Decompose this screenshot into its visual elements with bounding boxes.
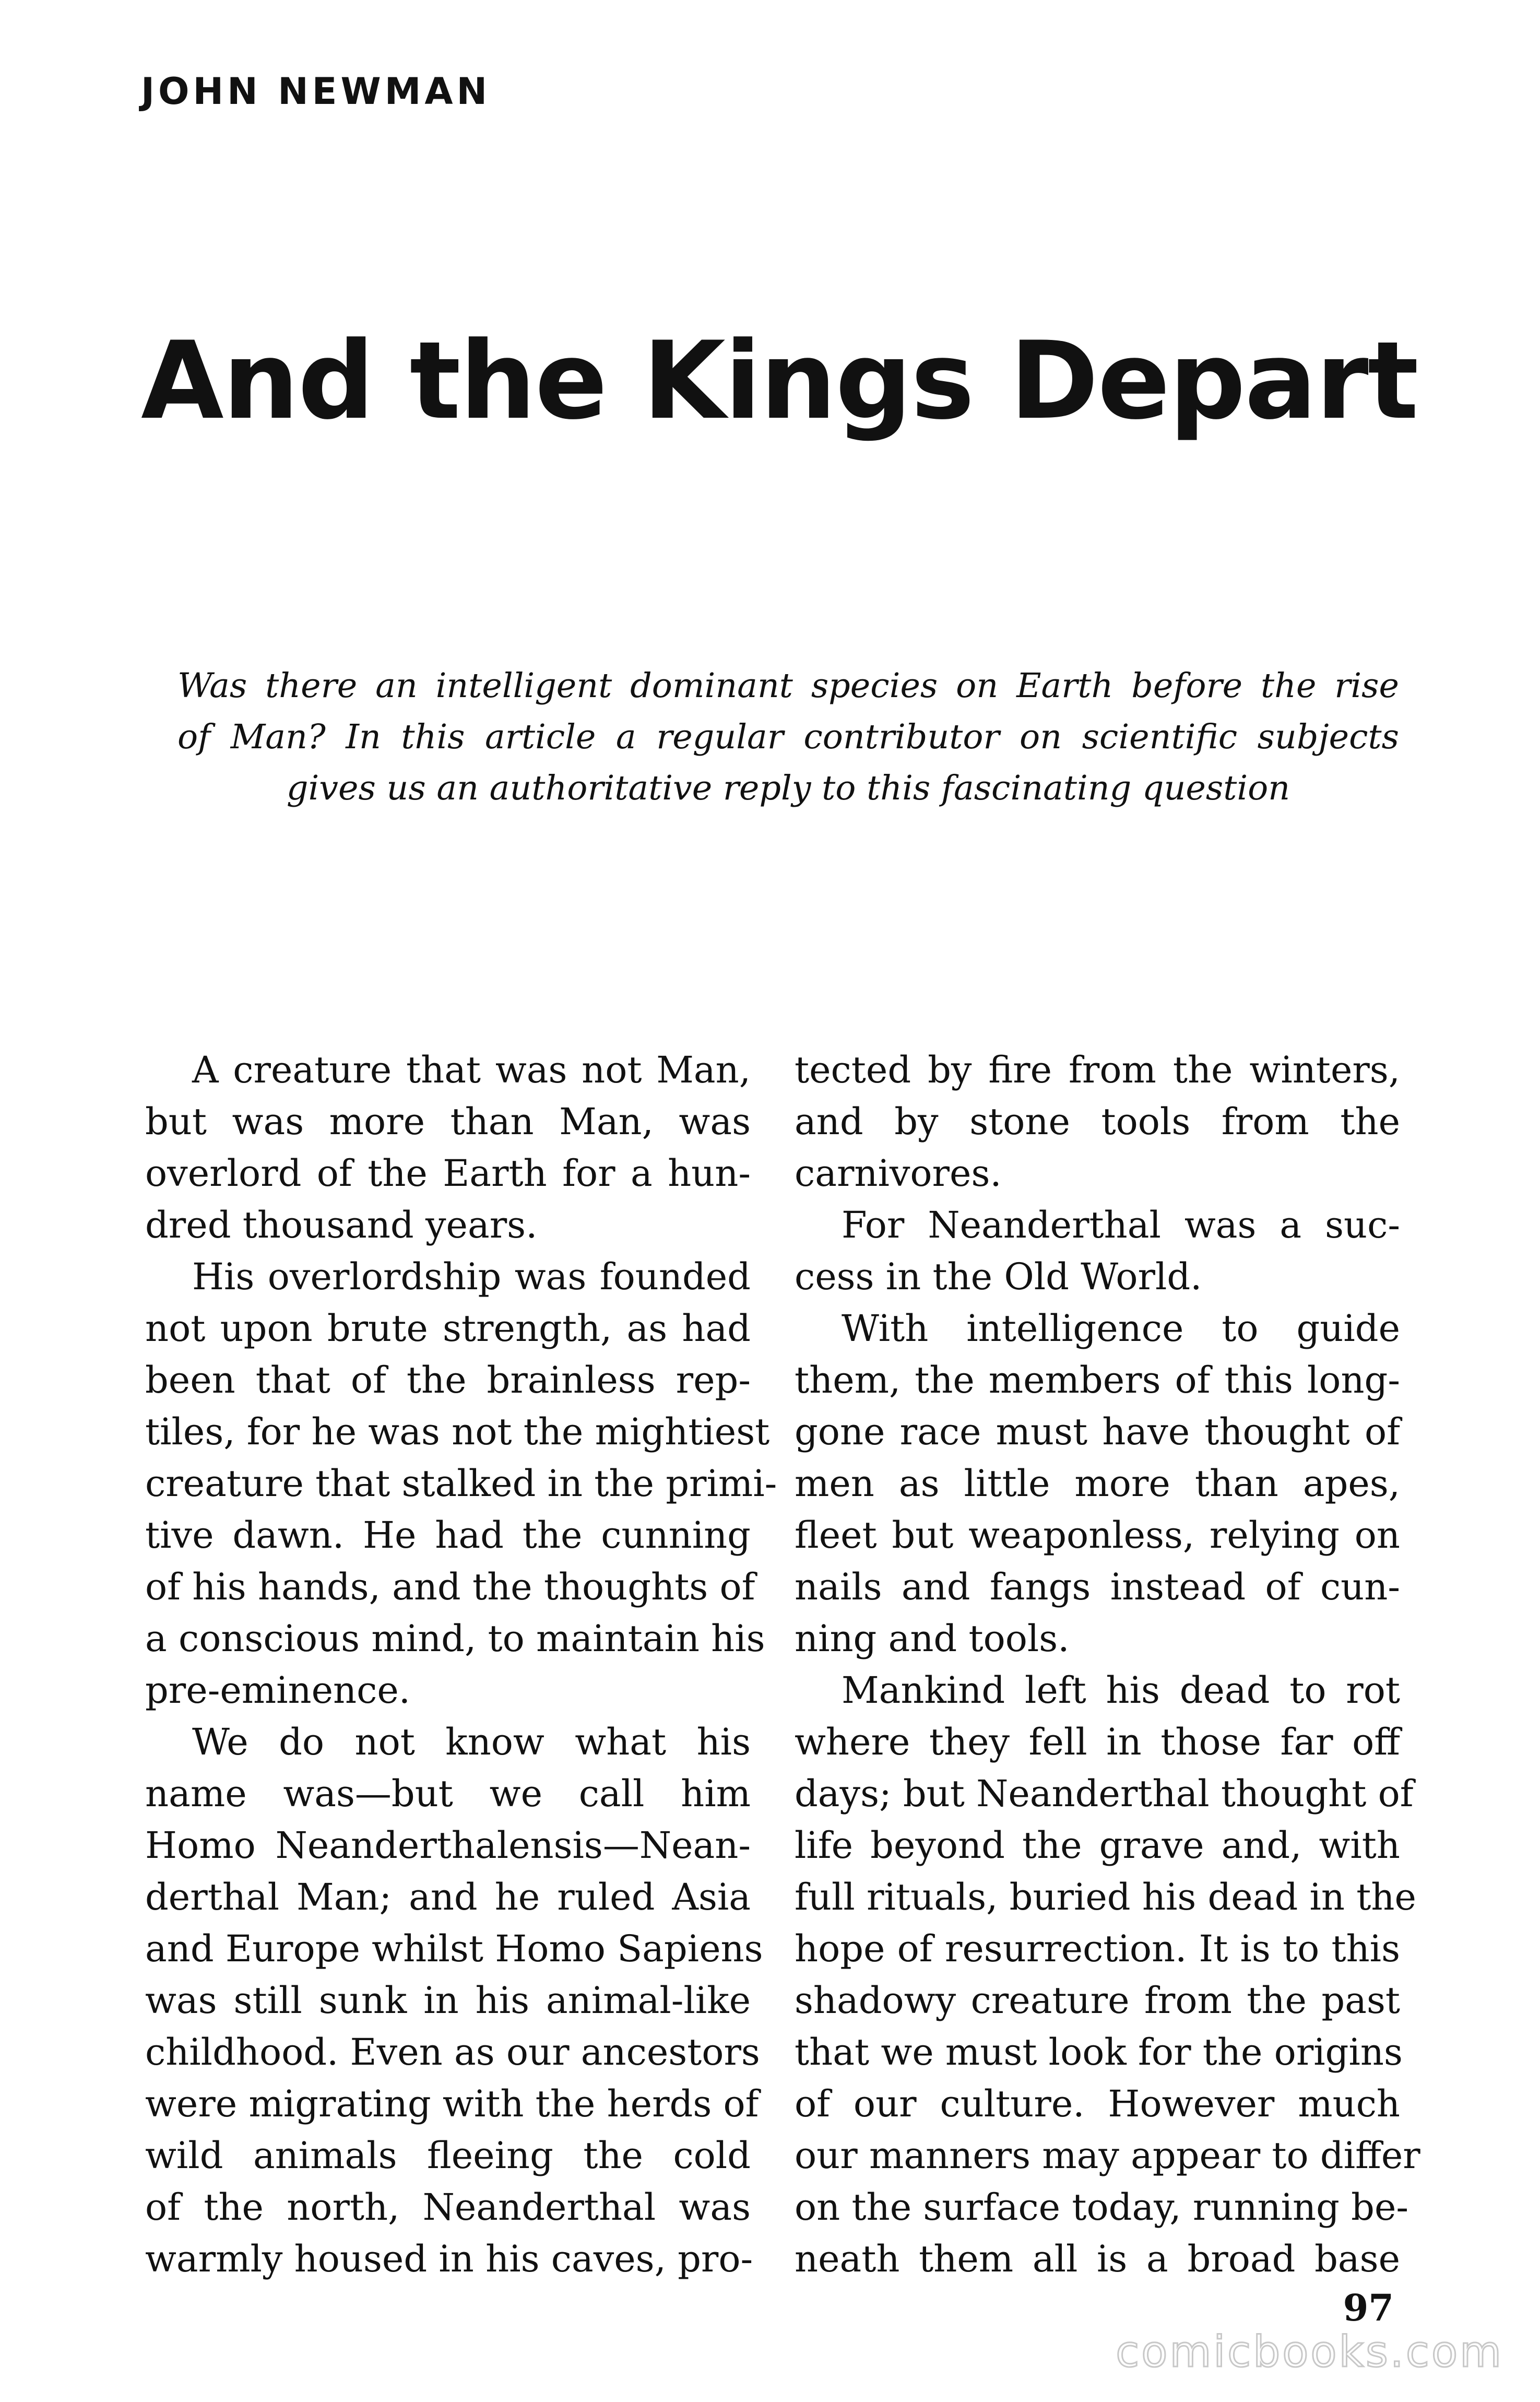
- text-line: neath them all is a broad base: [795, 2238, 1400, 2280]
- text-line: tected by fire from the winters,: [795, 1049, 1400, 1091]
- text-line: were migrating with the herds of: [145, 2082, 759, 2125]
- intro-line: Was there an intelligent dominant species on Earth before the rise: [177, 666, 1399, 705]
- text-line: dred thousand years.: [145, 1204, 538, 1246]
- text-line: not upon brute strength, as had: [145, 1307, 751, 1350]
- text-line: childhood. Even as our ancestors: [145, 2031, 760, 2074]
- text-line: A creature that was not Man,: [192, 1049, 751, 1091]
- text-line: them, the members of this long-: [795, 1359, 1400, 1402]
- text-line: on the surface today, running be-: [795, 2186, 1409, 2229]
- text-line: shadowy creature from the past: [795, 1979, 1400, 2022]
- text-line: His overlordship was founded: [192, 1255, 751, 1298]
- text-line: a conscious mind, to maintain his: [145, 1617, 765, 1660]
- text-line: of his hands, and the thoughts of: [145, 1565, 755, 1608]
- text-line: wild animals fleeing the cold: [145, 2134, 751, 2177]
- text-line: ning and tools.: [795, 1617, 1070, 1660]
- text-line: been that of the brainless rep-: [145, 1359, 751, 1402]
- text-line: days; but Neanderthal thought of: [795, 1772, 1414, 1815]
- text-line: cess in the Old World.: [795, 1255, 1202, 1298]
- text-line: fleet but weaponless, relying on: [795, 1514, 1400, 1557]
- text-line: overlord of the Earth for a hun-: [145, 1152, 751, 1195]
- body-column-left: [145, 1044, 777, 2285]
- watermark: comicbooks.com: [1116, 2327, 1503, 2377]
- text-line: Homo Neanderthalensis—Nean-: [145, 1824, 751, 1867]
- text-line: men as little more than apes,: [795, 1462, 1400, 1505]
- text-line: that we must look for the origins: [795, 2031, 1403, 2074]
- text-line: We do not know what his: [192, 1721, 751, 1763]
- text-line: of the north, Neanderthal was: [145, 2186, 751, 2229]
- text-line: of our culture. However much: [795, 2082, 1400, 2125]
- text-line: life beyond the grave and, with: [795, 1824, 1400, 1867]
- text-line: full rituals, buried his dead in the: [795, 1876, 1416, 1918]
- text-line: and by stone tools from the: [795, 1100, 1400, 1143]
- text-line: pre-eminence.: [145, 1669, 411, 1712]
- text-line: Mankind left his dead to rot: [842, 1669, 1400, 1712]
- text-line: where they fell in those far off: [795, 1721, 1400, 1763]
- text-line: was still sunk in his animal-like: [145, 1979, 751, 2022]
- text-line: With intelligence to guide: [842, 1307, 1400, 1350]
- text-line: our manners may appear to differ: [795, 2134, 1420, 2177]
- text-line: derthal Man; and he ruled Asia: [145, 1876, 751, 1918]
- article-intro: [177, 661, 1399, 814]
- text-line: nails and fangs instead of cun-: [795, 1565, 1400, 1608]
- text-line: For Neanderthal was a suc-: [842, 1204, 1400, 1246]
- text-line: name was—but we call him: [145, 1772, 751, 1815]
- intro-line: gives us an authoritative reply to this fascinating question: [286, 769, 1290, 808]
- text-line: tiles, for he was not the mightiest: [145, 1410, 770, 1453]
- text-line: warmly housed in his caves, pro-: [145, 2238, 753, 2280]
- body-column-right: [795, 1044, 1420, 2285]
- article-title: And the Kings Depart: [141, 319, 1418, 443]
- text-line: hope of resurrection. It is to this: [795, 1927, 1400, 1970]
- author-byline: JOHN NEWMAN: [141, 70, 491, 113]
- text-line: gone race must have thought of: [795, 1410, 1400, 1453]
- text-line: tive dawn. He had the cunning: [145, 1514, 751, 1557]
- intro-line: of Man? In this article a regular contributor on scientific subjects: [177, 717, 1399, 757]
- page-number: 97: [1343, 2286, 1394, 2329]
- text-line: creature that stalked in the primi-: [145, 1462, 777, 1505]
- text-line: but was more than Man, was: [145, 1100, 751, 1143]
- text-line: and Europe whilst Homo Sapiens: [145, 1927, 763, 1970]
- text-line: carnivores.: [795, 1152, 1002, 1195]
